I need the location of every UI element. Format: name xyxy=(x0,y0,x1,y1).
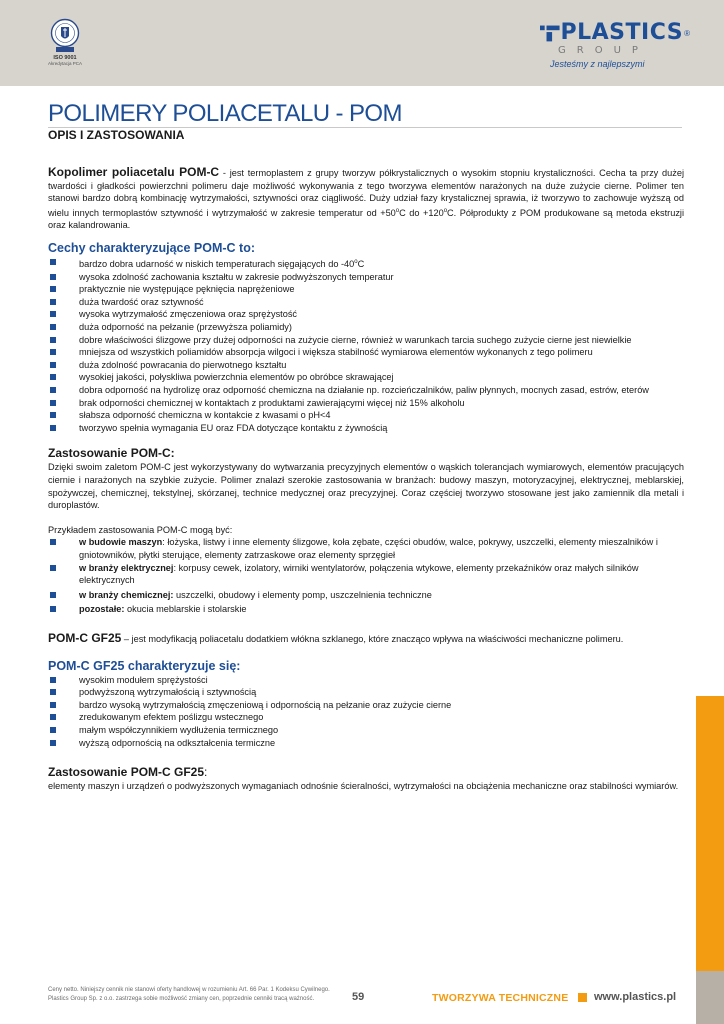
list-item xyxy=(48,737,684,750)
bullet-icon xyxy=(50,714,56,720)
bullet-icon xyxy=(50,727,56,733)
bullet-icon xyxy=(50,689,56,695)
example-text: : korpusy cewek, izolatory, wirniki wentylatorów, połączenia wtykowe, elementy przekaźników oraz małych silników elektrycznych xyxy=(79,562,639,586)
list-item xyxy=(48,334,684,347)
iso-certificate-logo xyxy=(44,18,86,66)
bullet-icon xyxy=(50,702,56,708)
bullet-icon xyxy=(50,400,56,406)
features-list xyxy=(48,256,684,434)
list-item xyxy=(48,296,684,309)
iso-label: ISO 9001 xyxy=(53,55,77,61)
intro-text-1: - jest termoplastem z grupy tworzyw półkrystalicznych o wysokim stopniu krystaliczności. Cecha ta przy dużej twardości i gładkości powierzchni polimeru daje możliwość wykonywania z tego tworzywa elementów narażonych na duże zużycie cierne. Polimer ten stanowi bardzo dobrą kombinację wytrzymałości, sztywności oraz ciągliwość. Duży udział fazy krystalicznej sprawia, iż tworzywo to zachowuje wyższą od wielu innych termoplastów sztywność i wytrzymałość w zakresie temperatur od +50 xyxy=(48,168,685,218)
examples-list xyxy=(48,536,684,616)
intro-degree-1: o xyxy=(395,207,400,214)
list-item xyxy=(48,536,684,561)
examples-intro: Przykładem zastosowania POM-C mogą być: xyxy=(48,524,233,535)
bullet-icon xyxy=(50,677,56,683)
applications-paragraph: Dzięki swoim zaletom POM-C jest wykorzystywany do wytwarzania precyzyjnych elementów o wąskich tolerancjach wymiarowych, elementów pracujących ciernie i narażonych na szybkie zużycie. Polimer znalazł szerokie zastosowania w branżach: budowy maszyn, motoryzacyjnej, elektrycznej, meblarskiej, spożywczej, chemicznej, tekstylnej, skórzanej, technice medycznej oraz precyzyjnej. Coraz częściej tworzywo stosowane jest jako zamiennik dla metali i duroplastów. xyxy=(48,462,684,511)
example-label: w branży elektrycznej xyxy=(79,562,174,573)
list-item xyxy=(48,409,684,422)
list-item xyxy=(48,724,684,737)
feature-text: duża odporność na pełzanie (przewyższa poliamidy) xyxy=(79,322,292,333)
gf25-feature-text: wyższą odpornością na odkształcenia termiczne xyxy=(79,737,276,748)
feature-first-degree: o xyxy=(354,259,358,266)
list-item xyxy=(48,321,684,334)
logo-mark-icon xyxy=(540,23,560,43)
bullet-icon xyxy=(50,286,56,292)
list-item xyxy=(48,562,684,587)
footer-disclaimer: Ceny netto. Niniejszy cennik nie stanowi oferty handlowej w rozumieniu Art. 66 Par. 1 Kodeksu Cywilnego. Plastics Group Sp. z o.o. zastrzega sobie możliwość zmiany cen, poprzednie cenniki tracą ważność. xyxy=(48,987,330,1002)
page-subtitle: OPIS I ZASTOSOWANIA xyxy=(48,128,185,142)
gf25-applications-heading xyxy=(48,765,684,780)
intro-lead: Kopolimer poliacetalu POM-C xyxy=(48,165,220,179)
bullet-icon xyxy=(50,259,56,265)
gf25-paragraph xyxy=(48,632,684,646)
feature-text: wysoka zdolność zachowania kształtu w zakresie podwyższonych temperatur xyxy=(79,271,394,282)
bullet-icon xyxy=(50,565,56,571)
bullet-icon xyxy=(50,374,56,380)
list-item xyxy=(48,686,684,699)
list-item xyxy=(48,589,684,602)
list-item xyxy=(48,674,684,687)
bullet-icon xyxy=(50,311,56,317)
gf25-feature-text: bardzo wysoką wytrzymałością zmęczeniową i odpornością na pełzanie oraz zużycie cierne xyxy=(79,699,452,710)
bullet-icon xyxy=(50,387,56,393)
company-logo[interactable] xyxy=(540,22,690,70)
page-title: POLIMERY POLIACETALU - POM xyxy=(48,100,402,127)
bullet-icon xyxy=(50,337,56,343)
feature-text: praktycznie nie występujące pęknięcia naprężeniowe xyxy=(79,284,295,295)
side-accent-bar xyxy=(696,696,724,971)
feature-text: wysoka wytrzymałość zmęczeniowa oraz sprężystość xyxy=(79,309,298,320)
feature-text: mniejsza od wszystkich poliamidów absorpcja wilgoci i większa stabilność wymiarowa elementów wykonanych z tego polimeru xyxy=(79,347,593,358)
gf25-features-list xyxy=(48,674,684,750)
feature-text: dobre właściwości ślizgowe przy dużej odporności na zużycie cierne, również w warunkach tarcia suchego zużycie cierne jest niewielkie xyxy=(79,334,632,345)
gf25-feature-text: wysokim modułem sprężystości xyxy=(79,674,208,685)
example-label: w branży chemicznej: xyxy=(79,589,174,600)
list-item xyxy=(48,308,684,321)
bullet-icon xyxy=(50,425,56,431)
features-heading: Cechy charakteryzujące POM-C to: xyxy=(48,241,256,256)
feature-text: tworzywo spełnia wymagania EU oraz FDA dotyczące kontaktu z żywnością xyxy=(79,422,388,433)
feature-text: słabsza odporność chemiczna w kontakcie z kwasami o pH<4 xyxy=(79,410,331,421)
intro-paragraph xyxy=(48,166,684,232)
example-label: w budowie maszyn xyxy=(79,537,163,548)
page-number: 59 xyxy=(352,991,365,1003)
feature-text: brak odporności chemicznej w kontaktach z produktami zawierającymi więcej niż 15% alkoholu xyxy=(79,397,465,408)
bullet-icon xyxy=(50,324,56,330)
gf25-features-heading: POM-C GF25 charakteryzuje się: xyxy=(48,658,241,673)
list-item xyxy=(48,397,684,410)
list-item xyxy=(48,384,684,397)
list-item xyxy=(48,346,684,359)
bullet-icon xyxy=(50,592,56,598)
gf25-feature-text: zredukowanym efektem poślizgu wstecznego xyxy=(79,712,264,723)
bullet-icon xyxy=(50,274,56,280)
intro-text-3: C. Półprodukty z POM produkowane są metoda ekstruzji oraz kalandrowania. xyxy=(48,207,685,231)
footer-category: TWORZYWA TECHNICZNE xyxy=(432,992,569,1004)
iso-accreditation: Akredytacja PCA xyxy=(47,61,82,66)
intro-degree-2: o xyxy=(443,207,448,214)
gf25-applications-title: Zastosowanie POM-C GF25 xyxy=(48,765,205,780)
bullet-icon xyxy=(50,349,56,355)
gf25-feature-text: podwyższoną wytrzymałością i sztywnością xyxy=(79,687,257,698)
gf25-lead: POM-C GF25 xyxy=(48,630,122,645)
bullet-icon xyxy=(50,740,56,746)
list-item xyxy=(48,603,684,616)
example-text: uszczelki, obudowy i elementy pomp, uszczelnienia techniczne xyxy=(173,589,432,600)
logo-registered-mark: ® xyxy=(684,28,690,38)
list-item xyxy=(48,422,684,435)
bullet-icon xyxy=(50,299,56,305)
feature-text: duża zdolność powracania do pierwotnego kształtu xyxy=(79,359,287,370)
applications-heading: Zastosowanie POM-C: xyxy=(48,446,175,461)
logo-name: PLASTICS xyxy=(560,20,684,45)
list-item xyxy=(48,711,684,724)
bullet-icon xyxy=(50,606,56,612)
feature-text: duża twardość oraz sztywność xyxy=(79,296,204,307)
gf25-applications-paragraph: elementy maszyn i urządzeń o podwyższonych wymaganiach odnośnie ścieralności, wytrzymałości na obciążenia mechaniczne oraz stabilności wymiarów. xyxy=(48,781,679,792)
footer-square-icon xyxy=(578,993,587,1002)
example-text: : łożyska, listwy i inne elementy ślizgowe, koła zębate, części obudów, walce, pokrywy, uszczelki, elementy mieszalników i gniotowników, płytki sterujące, elementy zatrzaskowe oraz elementy sprzęgieł xyxy=(79,537,658,560)
logo-group: GROUP xyxy=(558,45,649,56)
page-header xyxy=(0,0,724,86)
list-item xyxy=(48,371,684,384)
iso-seal-icon xyxy=(50,18,80,54)
list-item xyxy=(48,283,684,296)
example-text: okucia meblarskie i stolarskie xyxy=(124,604,247,615)
bullet-icon xyxy=(50,539,56,545)
feature-text: dobra odporność na hydrolizę oraz odporność chemiczna na działanie np. rozcieńczalników, paliw płynnych, mocnych zasad, estrów, eterów xyxy=(79,385,649,396)
list-item xyxy=(48,699,684,712)
feature-first-unit: C xyxy=(357,259,365,270)
list-item xyxy=(48,271,684,284)
gf25-feature-text: małym współczynnikiem wydłużenia termicznego xyxy=(79,724,279,735)
logo-slogan: Jesteśmy z najlepszymi xyxy=(550,59,645,69)
bullet-icon xyxy=(50,362,56,368)
example-label: pozostałe: xyxy=(79,604,125,615)
side-grey-bar xyxy=(696,971,724,1024)
gf25-applications-colon: : xyxy=(204,765,208,780)
list-item xyxy=(48,359,684,372)
list-item xyxy=(48,256,684,271)
feature-first-text: bardzo dobra udarność w niskich temperaturach sięgających do -40 xyxy=(79,259,355,270)
feature-text: wysokiej jakości, połyskliwa powierzchnia elementów po obróbce skrawającej xyxy=(79,372,394,383)
intro-text-2: C do +120 xyxy=(399,207,444,218)
main-content xyxy=(48,166,684,793)
footer-website-link[interactable]: www.plastics.pl xyxy=(594,991,677,1003)
gf25-text: – jest modyfikacją poliacetalu dodatkiem włókna szklanego, które znacząco wpływa na właściwości mechaniczne polimeru. xyxy=(121,633,624,644)
bullet-icon xyxy=(50,412,56,418)
